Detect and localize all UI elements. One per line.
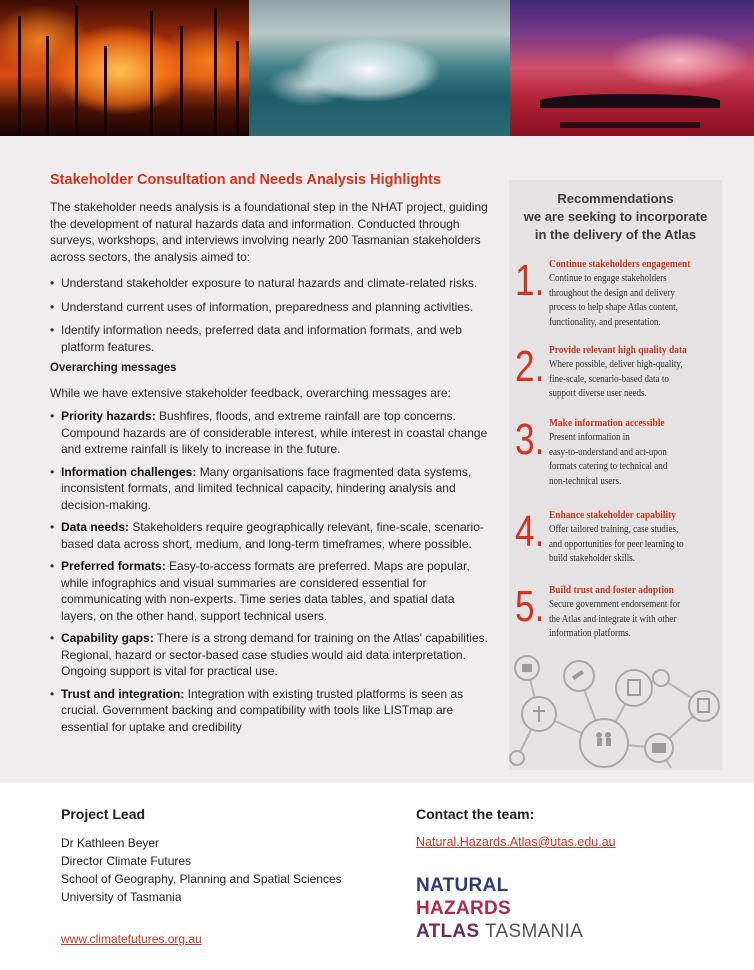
recommendation-number: 3. <box>515 415 545 464</box>
message-term: Priority hazards: <box>61 409 156 423</box>
recommendations-panel <box>509 180 722 770</box>
list-item <box>50 464 490 514</box>
list-item: • Identify information needs, preferred data and information formats, and web platform features. <box>50 322 495 355</box>
intro-paragraph: The stakeholder needs analysis is a foundational step in the NHAT project, guiding the development of natural hazards data and information. Conducted through surveys, workshops, and interviews involving nearly 200 Tasmanian stakeholders across sectors, the analysis aimed to: <box>50 200 488 264</box>
ocean-wave-photo <box>249 0 510 136</box>
recommendation-body: Present information in easy-to-understand and act-upon formats catering to technical and non-technical users. <box>549 432 668 487</box>
message-term: Capability gaps: <box>61 631 154 645</box>
message-text: Stakeholders require geographically relevant, fine-scale, scenario-based data across short, medium, and long-term timeframes, where possible. <box>61 520 484 551</box>
recommendation-number: 4. <box>515 507 545 556</box>
overarching-messages-heading: Overarching messages <box>50 362 177 374</box>
recommendation-heading: Enhance stakeholder capability <box>549 509 677 521</box>
messages-intro: While we have extensive stakeholder feedback, overarching messages are: <box>50 386 451 400</box>
message-term: Trust and integration: <box>61 686 185 701</box>
recommendation-body: Continue to engage stakeholders throughout the design and delivery process to help shape Atlas content, functionality, and presentation. <box>549 273 678 328</box>
recommendation-number: 1. <box>515 256 545 305</box>
main-section <box>0 136 754 783</box>
contact-label: Contact the team: <box>416 806 535 822</box>
list-item: • Understand stakeholder exposure to natural hazards and climate-related risks. <box>50 275 495 292</box>
recommendation-item <box>509 509 722 589</box>
section-heading: Stakeholder Consultation and Needs Analysis Highlights <box>50 172 442 188</box>
project-lead-label: Project Lead <box>61 806 146 822</box>
recommendation-number: 2. <box>515 342 545 391</box>
email-link[interactable]: Natural.Hazards.Atlas@utas.edu.au <box>416 835 616 849</box>
stakeholder-network-illustration <box>509 648 722 770</box>
hero-banner <box>0 0 754 136</box>
recommendation-item <box>509 417 722 497</box>
message-term: Data needs: <box>61 520 130 534</box>
recommendation-heading: Make information accessible <box>549 417 665 429</box>
recommendation-body: Offer tailored training, case studies, and opportunities for peer learning to build stakeholder skills. <box>549 524 684 564</box>
recommendation-number: 5. <box>515 582 545 631</box>
recommendations-title: Recommendations we are seeking to incorporate in the delivery of the Atlas <box>523 191 708 242</box>
list-item <box>50 408 490 458</box>
message-term: Information challenges: <box>61 464 197 479</box>
website-link[interactable]: www.climatefutures.org.au <box>61 932 202 946</box>
messages-list <box>50 408 490 741</box>
document-icon <box>616 670 652 706</box>
recommendation-body: Where possible, deliver high-quality, fine-scale, scenario-based data to support diverse user needs. <box>549 359 683 399</box>
aims-list <box>50 275 495 362</box>
node-icon <box>510 751 524 765</box>
node-icon <box>653 670 669 686</box>
people-search-icon <box>580 719 628 767</box>
files-icon <box>689 691 719 721</box>
sunset-coast-photo <box>510 0 754 136</box>
natural-hazards-atlas-logo: NATURAL HAZARDS ATLAS TASMANIA <box>416 875 584 942</box>
message-term: Preferred formats: <box>61 559 166 573</box>
recommendation-body: Secure government endorsement for the Atlas and integrate it with other information platforms. <box>549 599 681 639</box>
message-text: Easy-to-access formats are preferred. Maps are popular, while infographics and visual summaries are considered essential for communicating with non-experts. Time series data tables, and spatial data layers, on the other hand, support technical users. <box>61 559 470 623</box>
list-item: • Understand current uses of information, preparedness and planning activities. <box>50 299 495 316</box>
message-text: There is a strong demand for training on the Atlas' capabilities. Regional, hazard or sector-based case studies would aid data interpretation. Ongoing support is vital for practical use. <box>61 631 488 678</box>
recommendation-item <box>509 344 722 424</box>
bushfire-photo <box>0 0 249 136</box>
recommendation-heading: Continue stakeholders engagement <box>549 258 691 270</box>
list-item <box>50 630 490 680</box>
list-item <box>50 558 490 624</box>
recommendation-heading: Provide relevant high quality data <box>549 344 687 356</box>
list-item <box>50 519 490 552</box>
message-text: Many organisations face fragmented data systems, inconsistent formats, and limited technical capacity, hindering analysis and decision-making. <box>61 464 472 512</box>
message-text: Integration with existing trusted platforms is seen as crucial. Government backing and compatibility with tools like LISTmap are essential for uptake and credibility <box>61 686 464 734</box>
project-lead-details: Dr Kathleen Beyer Director Climate Futures School of Geography, Planning and Spatial Sciences University of Tasmania <box>61 836 342 904</box>
recommendation-item <box>509 258 722 338</box>
recommendation-heading: Build trust and foster adoption <box>549 584 674 596</box>
message-text: Bushfires, floods, and extreme rainfall are top concerns. Compound hazards are of considerable interest, while interest in coastal change and extreme rainfall is likely to increase in the future. <box>61 409 488 456</box>
list-item <box>50 686 490 736</box>
